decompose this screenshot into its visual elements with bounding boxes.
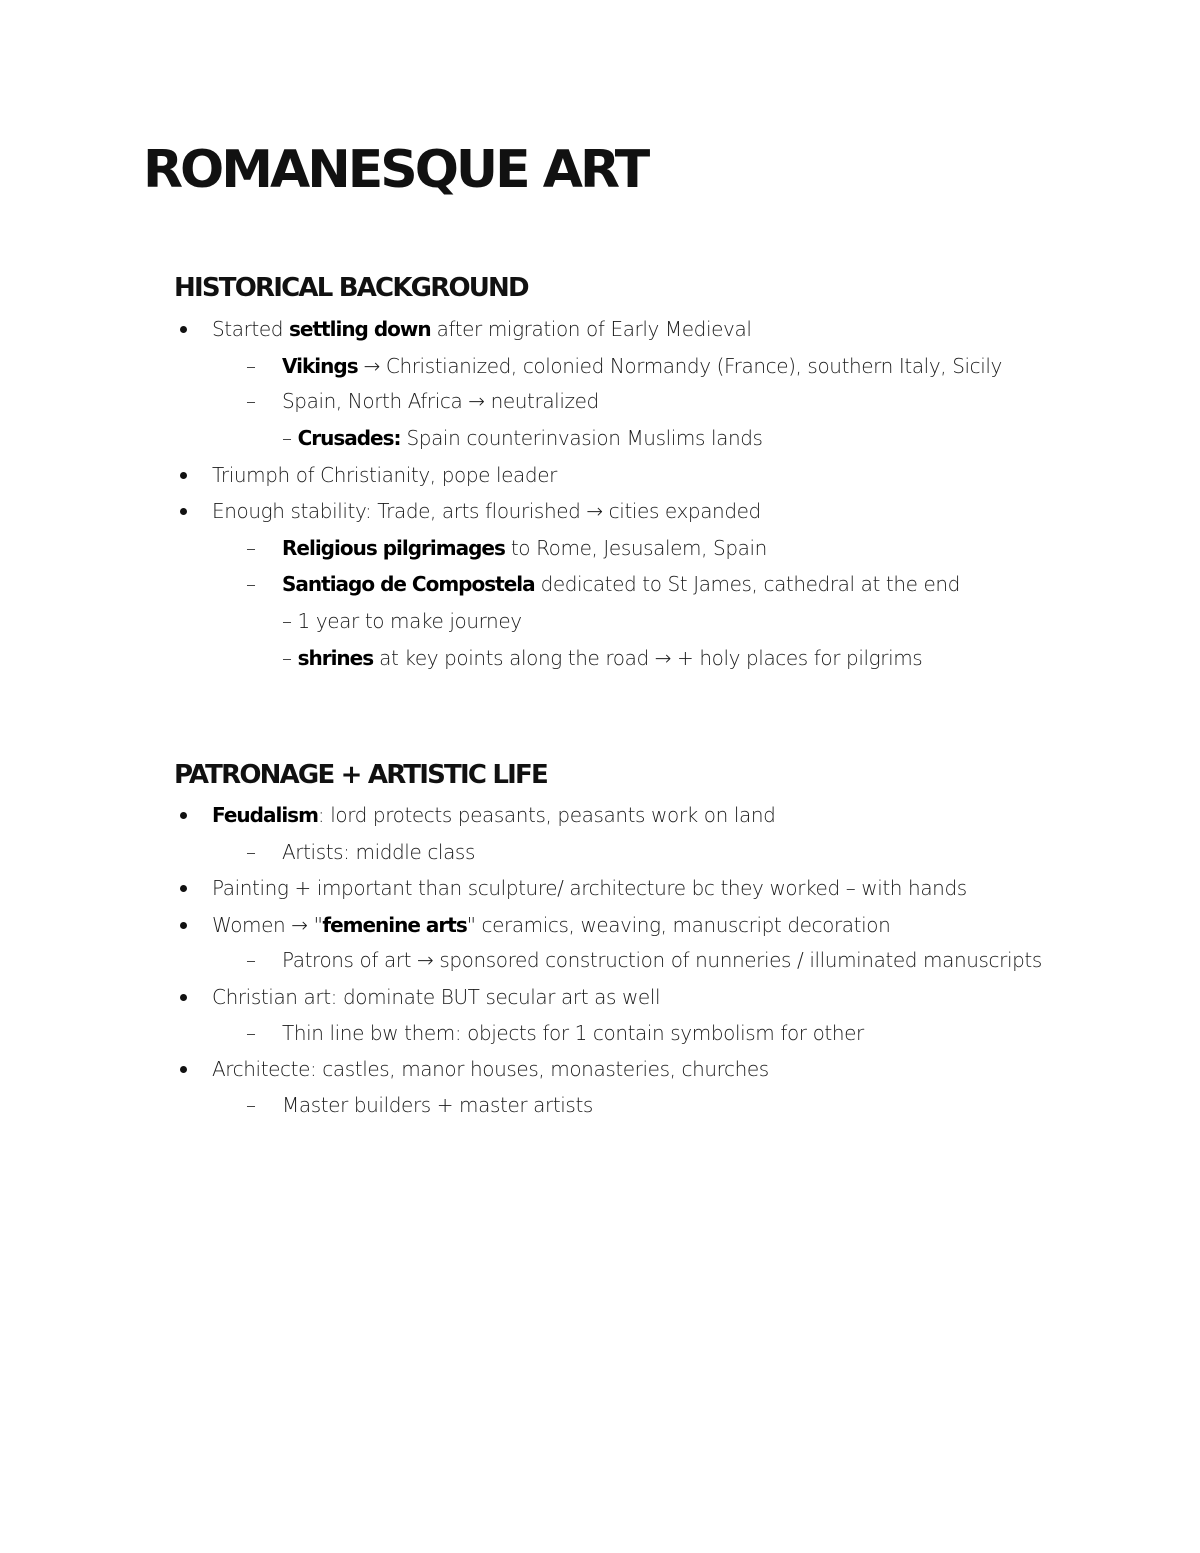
section-heading-patronage: PATRONAGE + ARTISTIC LIFE (174, 760, 547, 790)
sub-list-item: – Vikings → Christianized, colonied Normandy (France), southern Italy, Sicily (246, 354, 1002, 378)
sub-list-item: – Religious pilgrimages to Rome, Jesusalem, Spain (246, 536, 767, 560)
list-item: Painting + important than sculpture/ architecture bc they worked – with hands (212, 876, 967, 900)
list-item: Christian art: dominate BUT secular art as well (212, 985, 661, 1009)
sub-sub-list-item: – 1 year to make journey (282, 609, 522, 633)
sub-list-item: – Master builders + master artists (246, 1093, 593, 1117)
list-item: Started settling down after migration of Early Medieval (212, 317, 752, 341)
list-item: Architecte: castles, manor houses, monasteries, churches (212, 1057, 769, 1081)
sub-sub-list-item: – Crusades: Spain counterinvasion Muslims lands (282, 426, 763, 450)
sub-list-item: – Thin line bw them: objects for 1 contain symbolism for other (246, 1021, 864, 1045)
list-item: Women → "femenine arts" ceramics, weaving, manuscript decoration (212, 913, 891, 937)
sub-list-item: – Artists: middle class (246, 840, 475, 864)
list-item: Enough stability: Trade, arts flourished → cities expanded (212, 499, 761, 523)
list-item: Feudalism: lord protects peasants, peasants work on land (212, 803, 776, 827)
list-item: Triumph of Christianity, pope leader (212, 463, 557, 487)
sub-list-item: – Santiago de Compostela dedicated to St James, cathedral at the end (246, 572, 960, 596)
sub-list-item: – Spain, North Africa → neutralized (246, 389, 599, 413)
sub-sub-list-item: – shrines at key points along the road → + holy places for pilgrims (282, 646, 923, 670)
section-heading-historical-background: HISTORICAL BACKGROUND (174, 273, 528, 303)
sub-list-item: – Patrons of art → sponsored construction of nunneries / illuminated manuscripts (246, 948, 1042, 972)
document-title: ROMANESQUE ART (143, 140, 648, 200)
